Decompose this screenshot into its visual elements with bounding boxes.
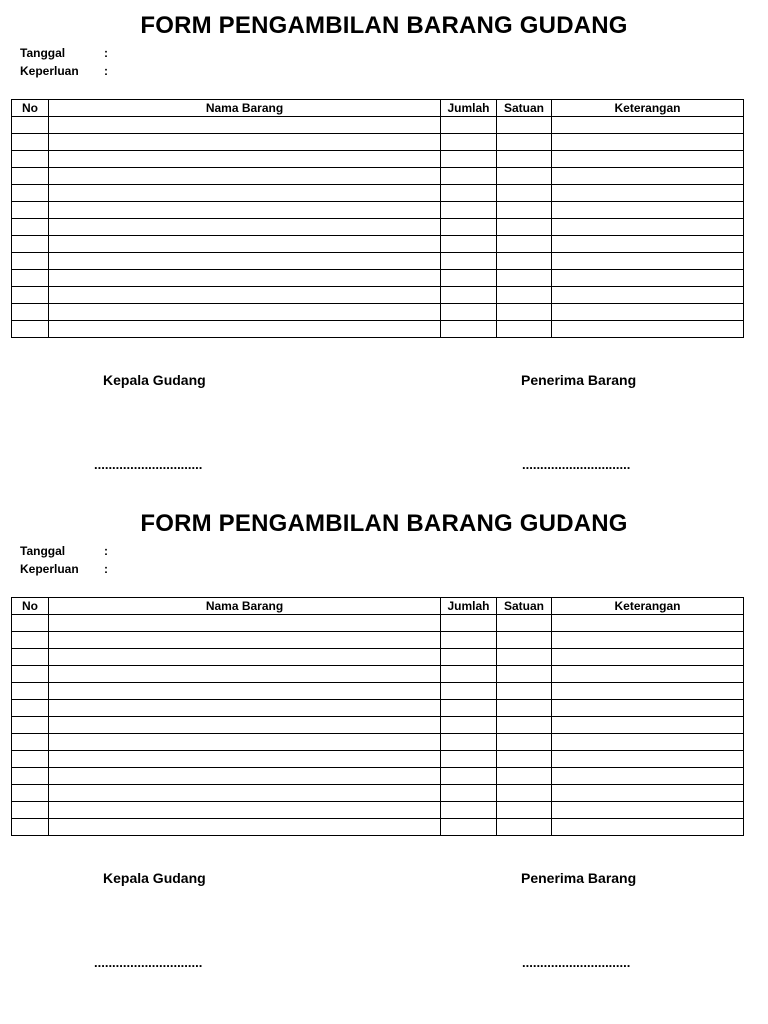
satuan-cell[interactable] [497,321,552,338]
jumlah-cell[interactable] [441,734,497,751]
keterangan-cell[interactable] [552,321,744,338]
no-cell[interactable] [12,185,49,202]
no-cell[interactable] [12,768,49,785]
no-cell[interactable] [12,615,49,632]
tanggal-field [20,46,108,60]
col-header-satuan: Satuan [497,598,552,615]
tanggal-colon: : [104,544,108,558]
satuan-cell[interactable] [497,168,552,185]
no-cell[interactable] [12,683,49,700]
no-cell[interactable] [12,649,49,666]
table-row [12,785,744,802]
satuan-cell[interactable] [497,700,552,717]
no-cell[interactable] [12,168,49,185]
jumlah-cell[interactable] [441,117,497,134]
nama-barang-cell[interactable] [49,168,441,185]
nama-barang-cell[interactable] [49,236,441,253]
table-row [12,168,744,185]
satuan-cell[interactable] [497,615,552,632]
satuan-cell[interactable] [497,134,552,151]
keterangan-cell[interactable] [552,768,744,785]
table-row [12,202,744,219]
keterangan-cell[interactable] [552,785,744,802]
table-row [12,219,744,236]
jumlah-cell[interactable] [441,819,497,836]
jumlah-cell[interactable] [441,168,497,185]
jumlah-cell[interactable] [441,270,497,287]
jumlah-cell[interactable] [441,304,497,321]
nama-barang-cell[interactable] [49,802,441,819]
table-row [12,117,744,134]
kepala-gudang-signature-line: .............................. [94,457,203,472]
col-header-keterangan: Keterangan [552,100,744,117]
keterangan-cell[interactable] [552,615,744,632]
table-row [12,287,744,304]
table-row [12,683,744,700]
penerima-barang-signature-line: .............................. [522,955,631,970]
keterangan-cell[interactable] [552,700,744,717]
col-header-keterangan: Keterangan [552,598,744,615]
kepala-gudang-signature-line: .............................. [94,955,203,970]
nama-barang-cell[interactable] [49,117,441,134]
keterangan-cell[interactable] [552,734,744,751]
keperluan-field [20,64,108,78]
satuan-cell[interactable] [497,717,552,734]
tanggal-field [20,544,108,558]
satuan-cell[interactable] [497,287,552,304]
keterangan-cell[interactable] [552,632,744,649]
satuan-cell[interactable] [497,819,552,836]
table-row [12,270,744,287]
keterangan-cell[interactable] [552,287,744,304]
table-row [12,253,744,270]
keperluan-label: Keperluan [20,562,79,576]
satuan-cell[interactable] [497,117,552,134]
satuan-cell[interactable] [497,270,552,287]
col-header-no: No [12,100,49,117]
jumlah-cell[interactable] [441,666,497,683]
satuan-cell[interactable] [497,666,552,683]
no-cell[interactable] [12,219,49,236]
no-cell[interactable] [12,632,49,649]
nama-barang-cell[interactable] [49,734,441,751]
jumlah-cell[interactable] [441,321,497,338]
nama-barang-cell[interactable] [49,151,441,168]
nama-barang-cell[interactable] [49,202,441,219]
keterangan-cell[interactable] [552,117,744,134]
keterangan-cell[interactable] [552,236,744,253]
no-cell[interactable] [12,117,49,134]
keterangan-cell[interactable] [552,253,744,270]
table-row [12,649,744,666]
keterangan-cell[interactable] [552,819,744,836]
satuan-cell[interactable] [497,802,552,819]
jumlah-cell[interactable] [441,700,497,717]
col-header-jumlah: Jumlah [441,598,497,615]
penerima-barang-signature-line: .............................. [522,457,631,472]
jumlah-cell[interactable] [441,287,497,304]
jumlah-cell[interactable] [441,683,497,700]
keperluan-field [20,562,108,576]
no-cell[interactable] [12,734,49,751]
satuan-cell[interactable] [497,202,552,219]
jumlah-cell[interactable] [441,253,497,270]
nama-barang-cell[interactable] [49,819,441,836]
nama-barang-cell[interactable] [49,253,441,270]
jumlah-cell[interactable] [441,236,497,253]
keperluan-colon: : [104,562,108,576]
no-cell[interactable] [12,151,49,168]
table-row [12,717,744,734]
jumlah-cell[interactable] [441,751,497,768]
jumlah-cell[interactable] [441,202,497,219]
nama-barang-cell[interactable] [49,134,441,151]
keterangan-cell[interactable] [552,185,744,202]
items-table [11,99,744,338]
no-cell[interactable] [12,134,49,151]
no-cell[interactable] [12,717,49,734]
table-row [12,615,744,632]
keterangan-cell[interactable] [552,751,744,768]
warehouse-form-2 [0,498,768,996]
table-row [12,768,744,785]
table-row [12,185,744,202]
no-cell[interactable] [12,802,49,819]
jumlah-cell[interactable] [441,717,497,734]
table-row [12,666,744,683]
table-row [12,700,744,717]
nama-barang-cell[interactable] [49,270,441,287]
no-cell[interactable] [12,202,49,219]
keterangan-cell[interactable] [552,666,744,683]
satuan-cell[interactable] [497,768,552,785]
nama-barang-cell[interactable] [49,768,441,785]
table-row [12,321,744,338]
table-row [12,632,744,649]
penerima-barang-label: Penerima Barang [521,372,637,388]
warehouse-form-1 [0,0,768,498]
no-cell[interactable] [12,666,49,683]
satuan-cell[interactable] [497,751,552,768]
tanggal-colon: : [104,46,108,60]
no-cell[interactable] [12,304,49,321]
col-header-no: No [12,598,49,615]
keterangan-cell[interactable] [552,202,744,219]
satuan-cell[interactable] [497,219,552,236]
jumlah-cell[interactable] [441,219,497,236]
penerima-barang-label: Penerima Barang [521,870,637,886]
satuan-cell[interactable] [497,236,552,253]
nama-barang-cell[interactable] [49,185,441,202]
table-row [12,802,744,819]
nama-barang-cell[interactable] [49,632,441,649]
kepala-gudang-label: Kepala Gudang [103,372,206,388]
table-row [12,819,744,836]
nama-barang-cell[interactable] [49,717,441,734]
keterangan-cell[interactable] [552,134,744,151]
table-row [12,734,744,751]
tanggal-label: Tanggal [20,544,66,558]
form-title: FORM PENGAMBILAN BARANG GUDANG [140,510,628,537]
jumlah-cell[interactable] [441,768,497,785]
satuan-cell[interactable] [497,253,552,270]
col-header-nama-barang: Nama Barang [49,100,441,117]
satuan-cell[interactable] [497,632,552,649]
col-header-nama-barang: Nama Barang [49,598,441,615]
jumlah-cell[interactable] [441,649,497,666]
jumlah-cell[interactable] [441,615,497,632]
nama-barang-cell[interactable] [49,304,441,321]
jumlah-cell[interactable] [441,151,497,168]
no-cell[interactable] [12,751,49,768]
no-cell[interactable] [12,253,49,270]
table-row [12,751,744,768]
keterangan-cell[interactable] [552,304,744,321]
jumlah-cell[interactable] [441,785,497,802]
items-table [11,597,744,836]
keterangan-cell[interactable] [552,649,744,666]
no-cell[interactable] [12,785,49,802]
keterangan-cell[interactable] [552,683,744,700]
table-header-row [12,598,744,615]
no-cell[interactable] [12,700,49,717]
keterangan-cell[interactable] [552,802,744,819]
no-cell[interactable] [12,321,49,338]
keperluan-colon: : [104,64,108,78]
satuan-cell[interactable] [497,151,552,168]
keterangan-cell[interactable] [552,219,744,236]
satuan-cell[interactable] [497,649,552,666]
satuan-cell[interactable] [497,785,552,802]
tanggal-label: Tanggal [20,46,66,60]
nama-barang-cell[interactable] [49,615,441,632]
nama-barang-cell[interactable] [49,751,441,768]
satuan-cell[interactable] [497,304,552,321]
nama-barang-cell[interactable] [49,700,441,717]
no-cell[interactable] [12,270,49,287]
keterangan-cell[interactable] [552,270,744,287]
kepala-gudang-label: Kepala Gudang [103,870,206,886]
col-header-satuan: Satuan [497,100,552,117]
nama-barang-cell[interactable] [49,321,441,338]
table-header-row [12,100,744,117]
no-cell[interactable] [12,236,49,253]
satuan-cell[interactable] [497,683,552,700]
table-row [12,151,744,168]
nama-barang-cell[interactable] [49,666,441,683]
form-title: FORM PENGAMBILAN BARANG GUDANG [140,12,628,39]
nama-barang-cell[interactable] [49,219,441,236]
table-row [12,236,744,253]
satuan-cell[interactable] [497,185,552,202]
keterangan-cell[interactable] [552,151,744,168]
col-header-jumlah: Jumlah [441,100,497,117]
nama-barang-cell[interactable] [49,785,441,802]
satuan-cell[interactable] [497,734,552,751]
nama-barang-cell[interactable] [49,649,441,666]
table-row [12,304,744,321]
keperluan-label: Keperluan [20,64,79,78]
nama-barang-cell[interactable] [49,287,441,304]
jumlah-cell[interactable] [441,802,497,819]
keterangan-cell[interactable] [552,168,744,185]
table-row [12,134,744,151]
jumlah-cell[interactable] [441,185,497,202]
no-cell[interactable] [12,287,49,304]
keterangan-cell[interactable] [552,717,744,734]
jumlah-cell[interactable] [441,632,497,649]
no-cell[interactable] [12,819,49,836]
jumlah-cell[interactable] [441,134,497,151]
nama-barang-cell[interactable] [49,683,441,700]
